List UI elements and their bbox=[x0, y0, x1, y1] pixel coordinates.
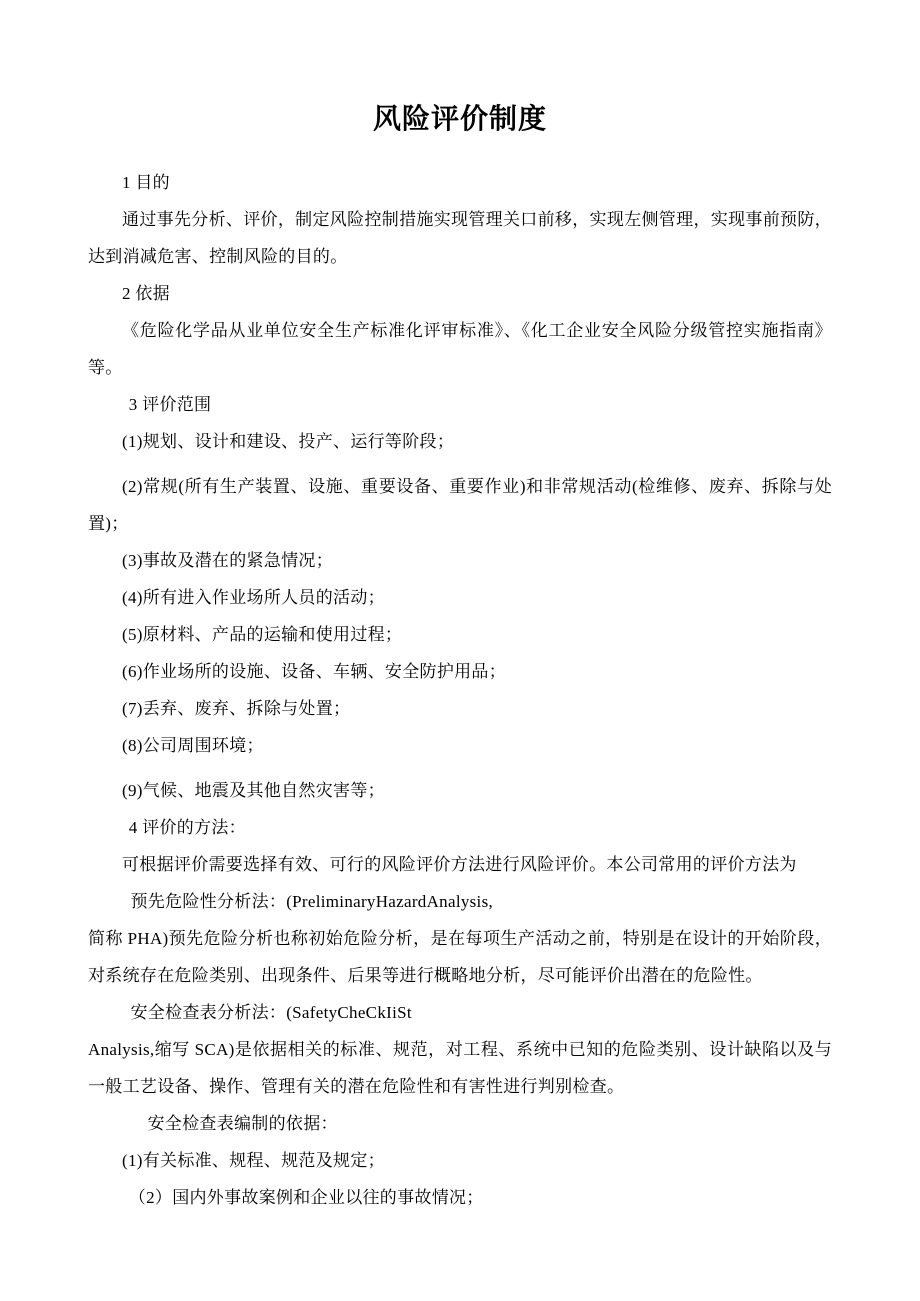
list-item: (3)事故及潜在的紧急情况； bbox=[122, 551, 334, 570]
paragraph: Analysis,缩写 SCA)是依据相关的标准、规范，对工程、系统中已知的危险类别、设计缺陷以及与一般工艺设备、操作、管理有关的潜在危险性和有害性进行判别检查。 bbox=[88, 1040, 832, 1096]
section-heading-methods: 4 评价的方法： bbox=[128, 818, 246, 837]
list-item: (1)规划、设计和建设、投产、运行等阶段； bbox=[122, 432, 455, 451]
list-item: (6)作业场所的设施、设备、车辆、安全防护用品； bbox=[122, 662, 507, 681]
paragraph-method-sca: 安全检查表分析法：(SafetyCheCkIiSt bbox=[130, 1003, 412, 1022]
list-item: (1)有关标准、规程、规范及规定； bbox=[122, 1151, 385, 1170]
list-item: (9)气候、地震及其他自然灾害等； bbox=[122, 781, 385, 800]
list-item: (7)丢弃、废弃、拆除与处置； bbox=[122, 699, 351, 718]
section-heading-purpose: 1 目的 bbox=[122, 173, 170, 192]
paragraph: 通过事先分析、评价，制定风险控制措施实现管理关口前移，实现左侧管理，实现事前预防，达到消减危害、控制风险的目的。 bbox=[88, 210, 832, 266]
paragraph: 可根据评价需要选择有效、可行的风险评价方法进行风险评价。本公司常用的评价方法为 bbox=[122, 855, 797, 874]
section-heading-scope: 3 评价范围 bbox=[128, 395, 212, 414]
paragraph: 简称 PHA)预先危险分析也称初始危险分析，是在每项生产活动之前，特别是在设计的开始阶段，对系统存在危险类别、出现条件、后果等进行概略地分析，尽可能评价出潜在的危险性。 bbox=[88, 929, 832, 985]
paragraph: 《危险化学品从业单位安全生产标准化评审标准》、《化工企业安全风险分级管控实施指南》等。 bbox=[88, 321, 832, 377]
section-heading-basis: 2 依据 bbox=[122, 284, 170, 303]
list-item: (2)常规(所有生产装置、设施、重要设备、重要作业)和非常规活动(检维修、废弃、拆除与处置)； bbox=[88, 477, 832, 533]
list-item: (4)所有进入作业场所人员的活动； bbox=[122, 588, 385, 607]
list-item: (5)原材料、产品的运输和使用过程； bbox=[122, 625, 403, 644]
list-item: （2）国内外事故案例和企业以往的事故情况； bbox=[128, 1188, 484, 1207]
paragraph-method-pha: 预先危险性分析法：(PreliminaryHazardAnalysis, bbox=[130, 892, 494, 911]
document-title: 风险评价制度 bbox=[372, 104, 547, 135]
paragraph-checklist-basis: 安全检查表编制的依据： bbox=[147, 1114, 338, 1133]
list-item: (8)公司周围环境； bbox=[122, 736, 264, 755]
